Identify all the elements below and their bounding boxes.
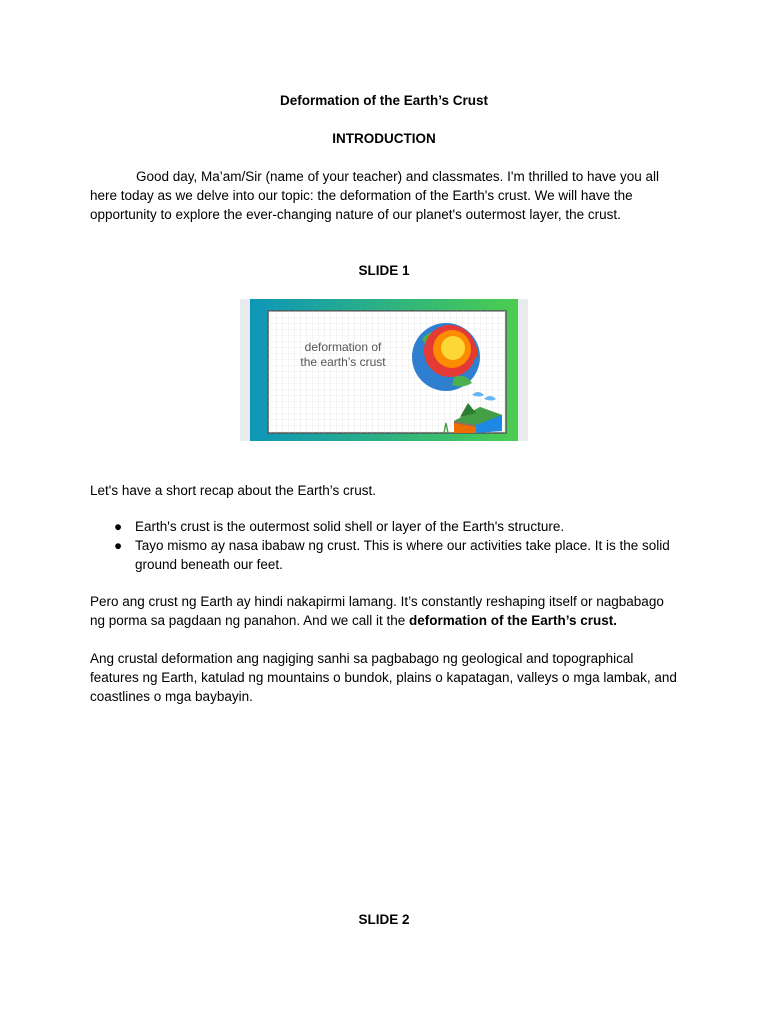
bullet-dot-icon: ● — [114, 538, 123, 553]
paragraph-deformation — [90, 592, 680, 630]
intro-heading: INTRODUCTION — [332, 131, 436, 146]
bullet-text: Earth's crust is the outermost solid shell or layer of the Earth's structure. — [135, 519, 565, 534]
slide1-illustration — [240, 299, 528, 441]
slide-text-line2: the earth’s crust — [300, 355, 386, 369]
paragraph-crustal-deformation: Ang crustal deformation ang nagiging sanhi sa pagbabago ng geological and topographical features ng Earth, katulad ng mountains o bundok, plains o kapatagan, valleys o mga lambak, and coastlines o mga baybayin. — [90, 651, 677, 704]
slide1-heading: SLIDE 1 — [358, 263, 410, 278]
recap-bullet-list — [90, 517, 680, 574]
intro-paragraph: Good day, Ma’am/Sir (name of your teacher) and classmates. I'm thrilled to have you all here today as we delve into our topic: the deformation of the Earth's crust. We will have the opportunity to explore the ever-changing nature of our planet's outermost layer, the crust. — [90, 169, 660, 222]
slide-text-line1: deformation of — [304, 340, 382, 354]
document-title: Deformation of the Earth’s Crust — [279, 93, 489, 108]
earth-cross-section-icon — [412, 323, 480, 391]
bullet-item — [90, 536, 680, 574]
bullet-dot-icon: ● — [114, 519, 123, 534]
bullet-text: Tayo mismo ay nasa ibabaw ng crust. This is where our activities take place. It is the solid ground beneath our feet. — [135, 538, 670, 572]
bullet-item — [90, 517, 680, 536]
slide2-heading: SLIDE 2 — [358, 912, 410, 927]
paragraph-deformation-text: Pero ang crust ng Earth ay hindi nakapirmi lamang. It’s constantly reshaping itself or nagbabago ng porma sa pagdaan ng panahon. And we call it the — [90, 594, 664, 628]
slide1-image — [240, 299, 528, 441]
paragraph-deformation-bold: deformation of the Earth’s crust. — [408, 613, 618, 628]
recap-line: Let's have a short recap about the Earth’s crust. — [90, 483, 376, 498]
